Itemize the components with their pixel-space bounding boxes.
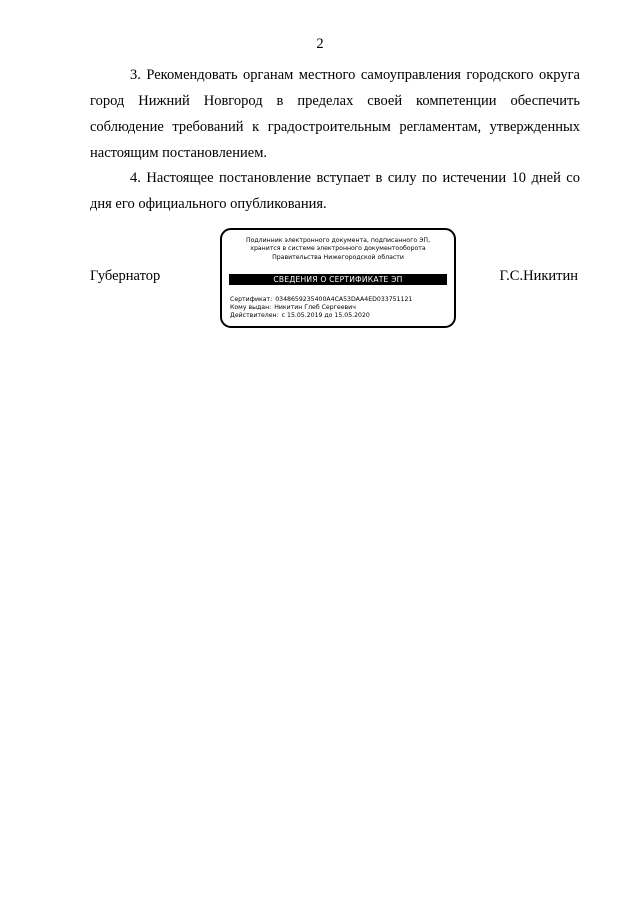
paragraph-4: 4. Настоящее постановление вступает в силу по истечении 10 дней со дня его официального опубликования. xyxy=(90,170,580,212)
certificate-owner-value: Никитин Глеб Сергеевич xyxy=(274,304,356,311)
certificate-header-line: Подлинник электронного документа, подписанного ЭП, xyxy=(245,237,431,244)
signatory-position: Губернатор xyxy=(90,268,161,284)
certificate-serial-label: Сертификат: xyxy=(230,296,273,303)
certificate-header-line: Правительства Нижегородской области xyxy=(272,253,404,261)
certificate-validity-label: Действителен: xyxy=(230,312,279,319)
signatory-name: Г.С.Никитин xyxy=(499,268,578,284)
certificate-validity-value: с 15.05.2019 до 15.05.2020 xyxy=(281,312,370,319)
certificate-owner-label: Кому выдан: xyxy=(230,304,272,311)
certificate-serial-row xyxy=(230,296,450,304)
paragraph-3: 3. Рекомендовать органам местного самоуправления городского округа город Нижний Новгород в пределах своей компетенции обеспечить соблюдение требований к градостроительным регламентам, утвержденных настоящим постановлением. xyxy=(90,67,580,161)
certificate-title-bar: СВЕДЕНИЯ О СЕРТИФИКАТЕ ЭП xyxy=(229,274,447,285)
certificate-owner-row xyxy=(230,304,450,312)
certificate-header-line: хранится в системе электронного документооборота xyxy=(250,245,426,253)
certificate-validity-row xyxy=(230,312,450,320)
page-number: 2 xyxy=(316,36,324,52)
certificate-serial-value: 0348659235400A4CA53DAA4ED033751121 xyxy=(275,296,413,303)
signature-certificate-stamp xyxy=(220,228,456,328)
certificate-header xyxy=(228,237,448,262)
certificate-details xyxy=(230,296,450,320)
